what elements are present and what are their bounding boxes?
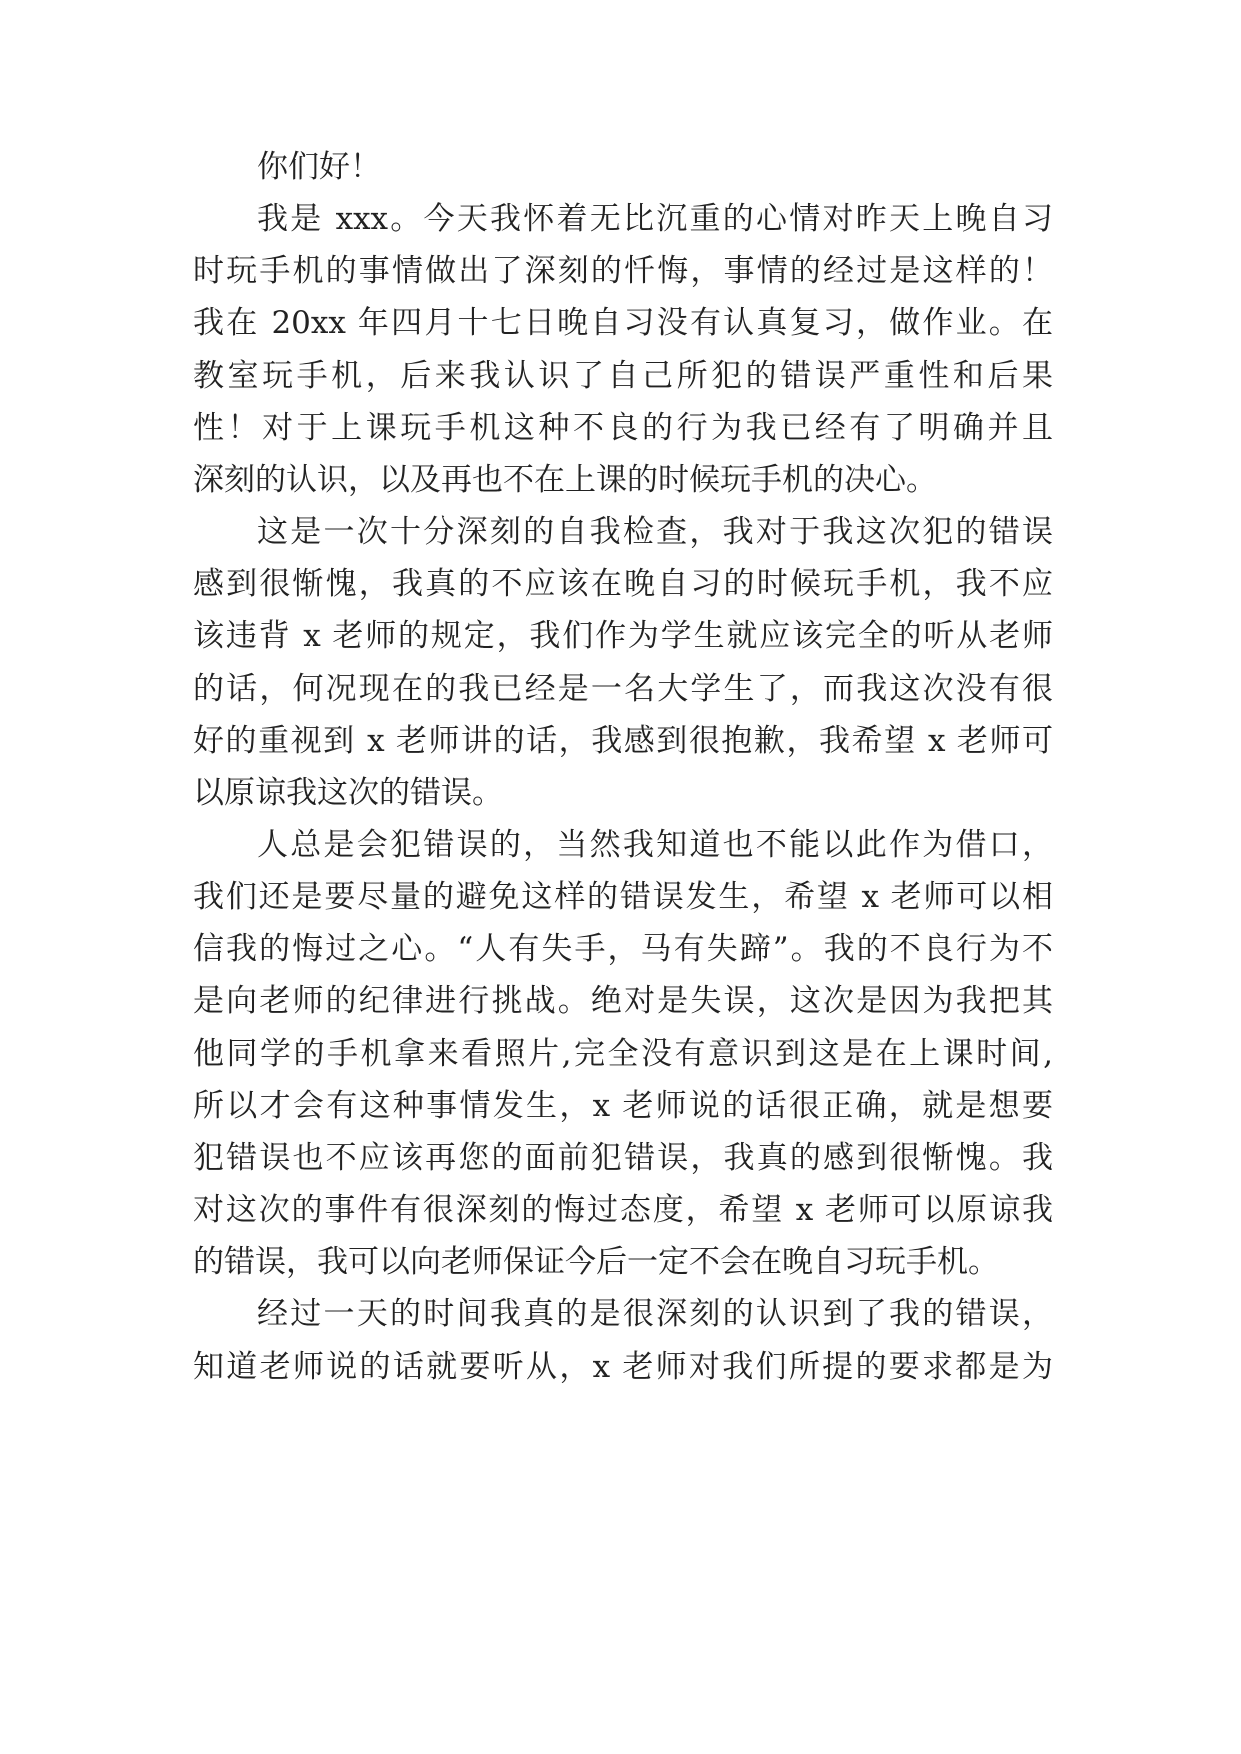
paragraph-3-line-5: 他同学的手机拿来看照片,完全没有意识到这是在上课时间, (193, 1036, 1053, 1072)
paragraph-2-line-2: 感到很惭愧，我真的不应该在晚自习的时候玩手机，我不应 (193, 566, 1053, 602)
paragraph-3-line-7: 犯错误也不应该再您的面前犯错误，我真的感到很惭愧。我 (193, 1140, 1053, 1176)
paragraph-2-line-6: 以原谅我这次的错误。 (193, 775, 503, 811)
paragraph-2-line-4: 的话，何况现在的我已经是一名大学生了，而我这次没有很 (193, 671, 1053, 707)
paragraph-3-line-2: 我们还是要尽量的避免这样的错误发生，希望 x 老师可以相 (193, 879, 1053, 915)
paragraph-3-line-4: 是向老师的纪律进行挑战。绝对是失误，这次是因为我把其 (193, 983, 1053, 1019)
paragraph-4-line-1: 经过一天的时间我真的是很深刻的认识到了我的错误， (257, 1296, 1053, 1332)
paragraph-1-line-5: 性！对于上课玩手机这种不良的行为我已经有了明确并且 (193, 410, 1053, 446)
paragraph-3-line-9: 的错误，我可以向老师保证今后一定不会在晚自习玩手机。 (193, 1244, 999, 1280)
paragraph-1-line-2: 时玩手机的事情做出了深刻的忏悔，事情的经过是这样的！ (193, 253, 1053, 289)
paragraph-3-line-6: 所以才会有这种事情发生，x 老师说的话很正确，就是想要 (193, 1088, 1053, 1124)
paragraph-3-line-3: 信我的悔过之心。“人有失手，马有失蹄”。我的不良行为不 (193, 931, 1053, 967)
paragraph-3-line-1: 人总是会犯错误的，当然我知道也不能以此作为借口， (257, 827, 1053, 863)
paragraph-4-line-2: 知道老师说的话就要听从，x 老师对我们所提的要求都是为 (193, 1349, 1053, 1385)
greeting: 你们好！ (257, 149, 381, 185)
paragraph-1-line-1: 我是 xxx。今天我怀着无比沉重的心情对昨天上晚自习 (257, 201, 1053, 237)
paragraph-2-line-1: 这是一次十分深刻的自我检查，我对于我这次犯的错误 (257, 514, 1053, 550)
paragraph-1-line-4: 教室玩手机，后来我认识了自己所犯的错误严重性和后果 (193, 358, 1053, 394)
paragraph-2-line-3: 该违背 x 老师的规定，我们作为学生就应该完全的听从老师 (193, 618, 1053, 654)
paragraph-3-line-8: 对这次的事件有很深刻的悔过态度，希望 x 老师可以原谅我 (193, 1192, 1053, 1228)
paragraph-1-line-6: 深刻的认识，以及再也不在上课的时候玩手机的决心。 (193, 462, 937, 498)
paragraph-1-line-3: 我在 20xx 年四月十七日晚自习没有认真复习，做作业。在 (193, 305, 1053, 341)
paragraph-2-line-5: 好的重视到 x 老师讲的话，我感到很抱歉，我希望 x 老师可 (193, 723, 1053, 759)
